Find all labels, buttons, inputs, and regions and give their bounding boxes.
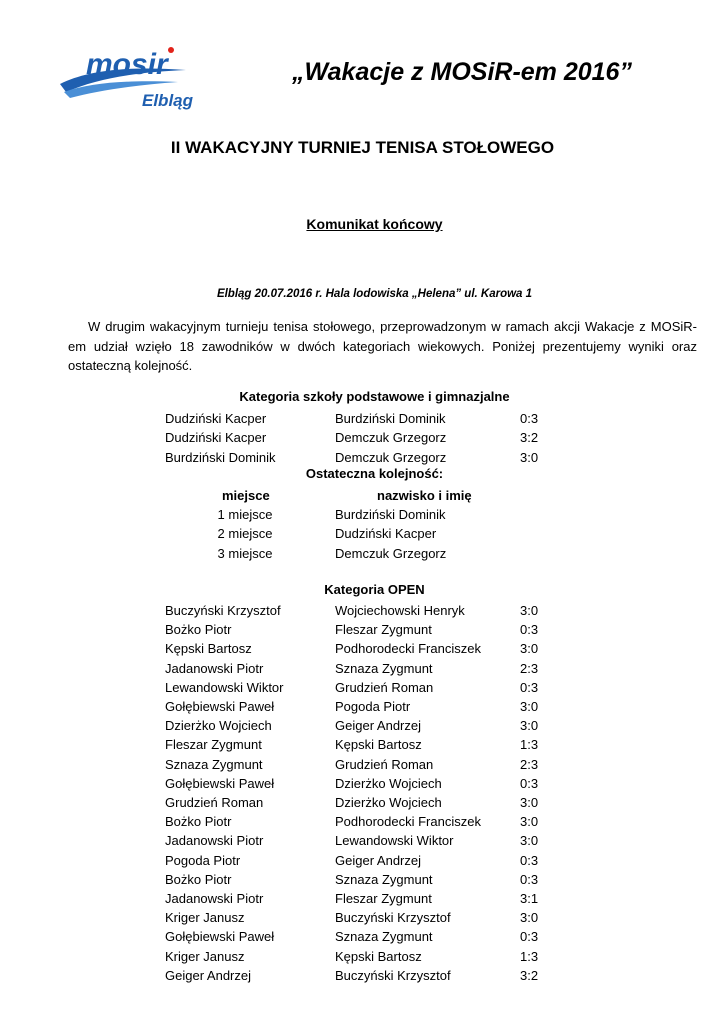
- player-two: Buczyński Krzysztof: [335, 967, 451, 983]
- player-one: Gołębiewski Paweł: [165, 929, 275, 945]
- player-two: Demczuk Grzegorz: [335, 449, 447, 465]
- player-two: Sznaza Zygmunt: [335, 929, 433, 945]
- match-score: 3:0: [520, 718, 539, 734]
- match-row: [0, 639, 725, 658]
- player-one: Kriger Janusz: [165, 948, 245, 964]
- match-score: 0:3: [520, 871, 539, 887]
- player-two: Demczuk Grzegorz: [335, 430, 447, 446]
- category1-title: Kategoria szkoły podstawowe i gimnazjalne: [239, 389, 510, 404]
- match-row: [0, 793, 725, 812]
- ranking-col-place: miejsce: [222, 488, 270, 503]
- logo-brand: mosir: [86, 48, 168, 81]
- match-row: [0, 966, 725, 985]
- match-score: 3:1: [520, 891, 539, 906]
- player-one: Jadanowski Piotr: [165, 833, 264, 849]
- player-one: Grudzień Roman: [165, 795, 264, 810]
- match-score: 3:0: [520, 910, 539, 926]
- match-row: [0, 927, 725, 946]
- player-one: Dzierżko Wojciech: [165, 718, 272, 734]
- player-two: Burdziński Dominik: [335, 411, 446, 426]
- player-two: Grudzień Roman: [335, 679, 434, 695]
- match-score: 3:2: [520, 967, 539, 983]
- ranking-name: Dudziński Kacper: [335, 526, 437, 542]
- document-title: II WAKACYJNY TURNIEJ TENISA STOŁOWEGO: [170, 138, 555, 157]
- player-two: Fleszar Zygmunt: [335, 622, 432, 638]
- player-one: Burdziński Dominik: [165, 449, 276, 465]
- player-two: Dzierżko Wojciech: [335, 795, 442, 810]
- match-row: [0, 409, 725, 428]
- player-one: Sznaza Zygmunt: [165, 756, 263, 772]
- match-row: [0, 908, 725, 927]
- match-row: [0, 851, 725, 870]
- player-two: Podhorodecki Franciszek: [335, 641, 481, 657]
- player-one: Kriger Janusz: [165, 910, 245, 926]
- match-score: 3:0: [520, 699, 539, 714]
- intro-paragraph: W drugim wakacyjnym turnieju tenisa stołowego, przeprowadzonym w ramach akcji Wakacje z MOSiR-em udział wzięło 18 zawodników w dwóch kategoriach wiekowych. Poniżej prezentujemy wyniki oraz ostateczną kolejność.: [68, 319, 697, 373]
- player-two: Pogoda Piotr: [335, 699, 411, 714]
- player-one: Bożko Piotr: [165, 871, 232, 887]
- player-two: Geiger Andrzej: [335, 852, 421, 868]
- player-two: Grudzień Roman: [335, 756, 434, 772]
- player-one: Buczyński Krzysztof: [165, 603, 281, 618]
- category2-title: Kategoria OPEN: [324, 582, 425, 597]
- match-row: [0, 716, 725, 735]
- ranking-name: Demczuk Grzegorz: [335, 545, 447, 561]
- place-date: Elbląg 20.07.2016 r. Hala lodowiska „Helena” ul. Karowa 1: [216, 288, 533, 300]
- match-row: [0, 678, 725, 697]
- match-score: 0:3: [520, 411, 539, 426]
- player-one: Dudziński Kacper: [165, 411, 267, 426]
- match-row: [0, 889, 725, 908]
- player-two: Podhorodecki Franciszek: [335, 814, 481, 830]
- match-score: 0:3: [520, 679, 539, 695]
- player-one: Bożko Piotr: [165, 622, 232, 638]
- match-row: [0, 620, 725, 639]
- mosir-elblag-logo: [58, 40, 194, 110]
- player-one: Lewandowski Wiktor: [165, 679, 284, 695]
- match-row: [0, 774, 725, 793]
- match-score: 3:0: [520, 833, 539, 849]
- match-score: 2:3: [520, 660, 539, 676]
- logo-city: Elbląg: [142, 91, 194, 110]
- ranking-title: Ostateczna kolejność:: [305, 466, 444, 481]
- match-score: 3:0: [520, 641, 539, 657]
- player-two: Dzierżko Wojciech: [335, 775, 442, 791]
- ranking-place: 1 miejsce: [217, 507, 273, 522]
- match-score: 3:0: [520, 795, 539, 810]
- player-one: Fleszar Zygmunt: [165, 737, 262, 753]
- match-score: 1:3: [520, 737, 539, 753]
- player-one: Bożko Piotr: [165, 814, 232, 830]
- player-one: Gołębiewski Paweł: [165, 775, 275, 791]
- match-row: [0, 448, 725, 467]
- match-row: [0, 812, 725, 831]
- match-row: [0, 870, 725, 889]
- match-score: 3:0: [520, 603, 539, 618]
- match-row: [0, 697, 725, 716]
- match-row: [0, 428, 725, 447]
- match-row: [0, 755, 725, 774]
- player-two: Fleszar Zygmunt: [335, 891, 432, 906]
- match-row: [0, 601, 725, 620]
- match-score: 3:0: [520, 814, 539, 830]
- player-two: Buczyński Krzysztof: [335, 910, 451, 926]
- match-row: [0, 735, 725, 754]
- match-row: [0, 947, 725, 966]
- document-subtitle: Komunikat końcowy: [306, 216, 443, 232]
- header-title: „Wakacje z MOSiR-em 2016”: [292, 58, 632, 86]
- player-one: Pogoda Piotr: [165, 852, 241, 868]
- match-score: 2:3: [520, 756, 539, 772]
- match-score: 3:2: [520, 430, 539, 446]
- player-one: Gołębiewski Paweł: [165, 699, 275, 714]
- ranking-place: 2 miejsce: [217, 526, 273, 542]
- match-score: 0:3: [520, 929, 539, 945]
- player-one: Geiger Andrzej: [165, 967, 251, 983]
- match-score: 0:3: [520, 622, 539, 638]
- player-one: Dudziński Kacper: [165, 430, 267, 446]
- match-row: [0, 659, 725, 678]
- player-two: Sznaza Zygmunt: [335, 871, 433, 887]
- player-two: Wojciechowski Henryk: [335, 603, 465, 618]
- player-one: Jadanowski Piotr: [165, 891, 264, 906]
- match-score: 1:3: [520, 948, 539, 964]
- match-score: 0:3: [520, 775, 539, 791]
- player-two: Lewandowski Wiktor: [335, 833, 454, 849]
- player-two: Kępski Bartosz: [335, 737, 422, 753]
- match-row: [0, 831, 725, 850]
- logo-dot: [168, 47, 174, 53]
- player-two: Geiger Andrzej: [335, 718, 421, 734]
- player-two: Sznaza Zygmunt: [335, 660, 433, 676]
- player-one: Jadanowski Piotr: [165, 660, 264, 676]
- player-two: Kępski Bartosz: [335, 948, 422, 964]
- ranking-col-name: nazwisko i imię: [377, 488, 472, 503]
- ranking-name: Burdziński Dominik: [335, 507, 446, 522]
- player-one: Kępski Bartosz: [165, 641, 252, 657]
- ranking-place: 3 miejsce: [217, 545, 273, 561]
- match-score: 0:3: [520, 852, 539, 868]
- match-score: 3:0: [520, 449, 539, 465]
